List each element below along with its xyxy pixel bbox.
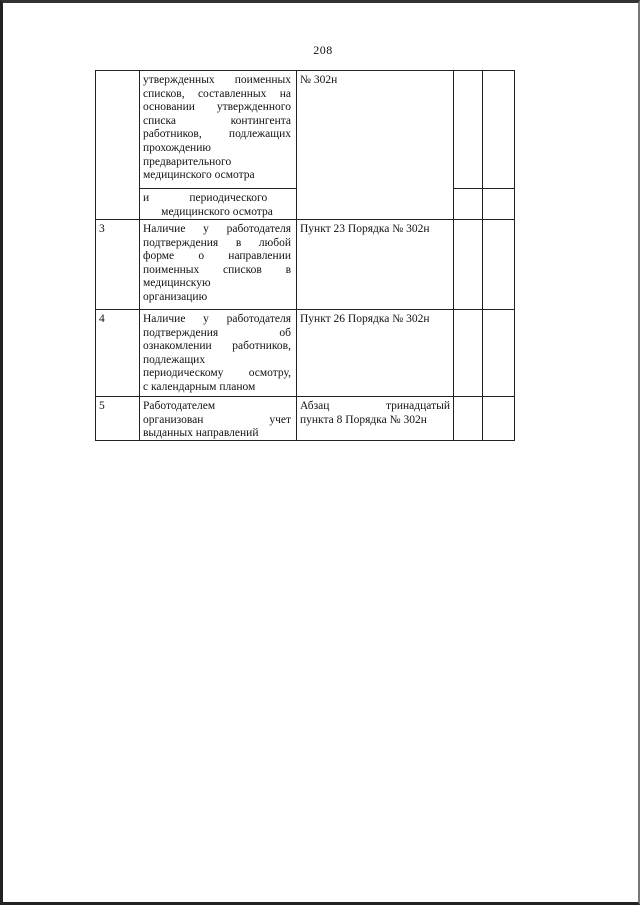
basis-line: № 302н [300, 74, 338, 86]
requirement-line: списка контингента [143, 114, 291, 127]
requirement-line: предварительного [143, 155, 232, 168]
requirement-line: выданных направлений [143, 427, 259, 440]
requirement-line: Наличие у работодателя [143, 223, 291, 235]
requirement-line: медицинского осмотра [143, 169, 255, 182]
requirement-line: форме о направлении [143, 250, 291, 263]
requirement-line: утвержденных поименных [143, 74, 291, 86]
requirement-line: подтверждения в любой [143, 236, 291, 249]
requirement-line: подлежащих [143, 353, 206, 366]
requirement-line: поименных списков в [143, 263, 291, 276]
basis-line: Пункт 23 Порядка № 302н [300, 223, 430, 235]
basis-line: Абзац тринадцатый [300, 400, 450, 412]
column-divider [514, 70, 515, 441]
requirement-cell [143, 74, 291, 183]
column-divider [296, 70, 297, 441]
requirement-line: подтверждения об [143, 326, 291, 339]
requirement-line: медицинскую [143, 277, 211, 290]
column-divider [139, 70, 140, 441]
basis-line: пункта 8 Порядка № 302н [300, 413, 427, 426]
requirement-line: организован учет [143, 413, 291, 426]
row-number: 4 [99, 313, 105, 325]
requirement-line: и периодического [143, 192, 268, 204]
row-divider [95, 396, 515, 397]
row-number: 3 [99, 223, 105, 235]
basis-line: Пункт 26 Порядка № 302н [300, 313, 430, 325]
requirement-line: периодическому осмотру, [143, 367, 291, 380]
requirement-line: списков, составленных на [143, 87, 291, 100]
basis-cell [300, 74, 450, 88]
inspection-table [95, 70, 516, 441]
requirement-line: работников, подлежащих [143, 128, 291, 141]
requirement-line: с календарным планом [143, 380, 256, 393]
row-divider [453, 188, 515, 189]
requirement-cell [143, 223, 291, 305]
requirement-line: Работодателем [143, 400, 216, 412]
requirement-cell [143, 192, 291, 219]
table-border-top [95, 70, 515, 71]
table-border-left [95, 70, 96, 441]
requirement-line: ознакомлении работников, [143, 340, 291, 353]
requirement-cell [143, 313, 291, 395]
requirement-line: организацию [143, 290, 208, 303]
requirement-cell [143, 400, 291, 441]
page-number: 208 [313, 43, 333, 57]
basis-cell [300, 400, 450, 427]
requirement-line: Наличие у работодателя [143, 313, 291, 325]
column-divider [453, 70, 454, 441]
basis-cell [300, 223, 452, 237]
basis-cell [300, 313, 452, 327]
row-divider [95, 309, 515, 310]
requirement-line: медицинского осмотра [161, 205, 273, 218]
column-divider [482, 70, 483, 441]
row-number: 5 [99, 400, 105, 412]
requirement-line: прохождению [143, 141, 211, 154]
row-divider [139, 188, 297, 189]
requirement-line: основании утвержденного [143, 101, 291, 114]
